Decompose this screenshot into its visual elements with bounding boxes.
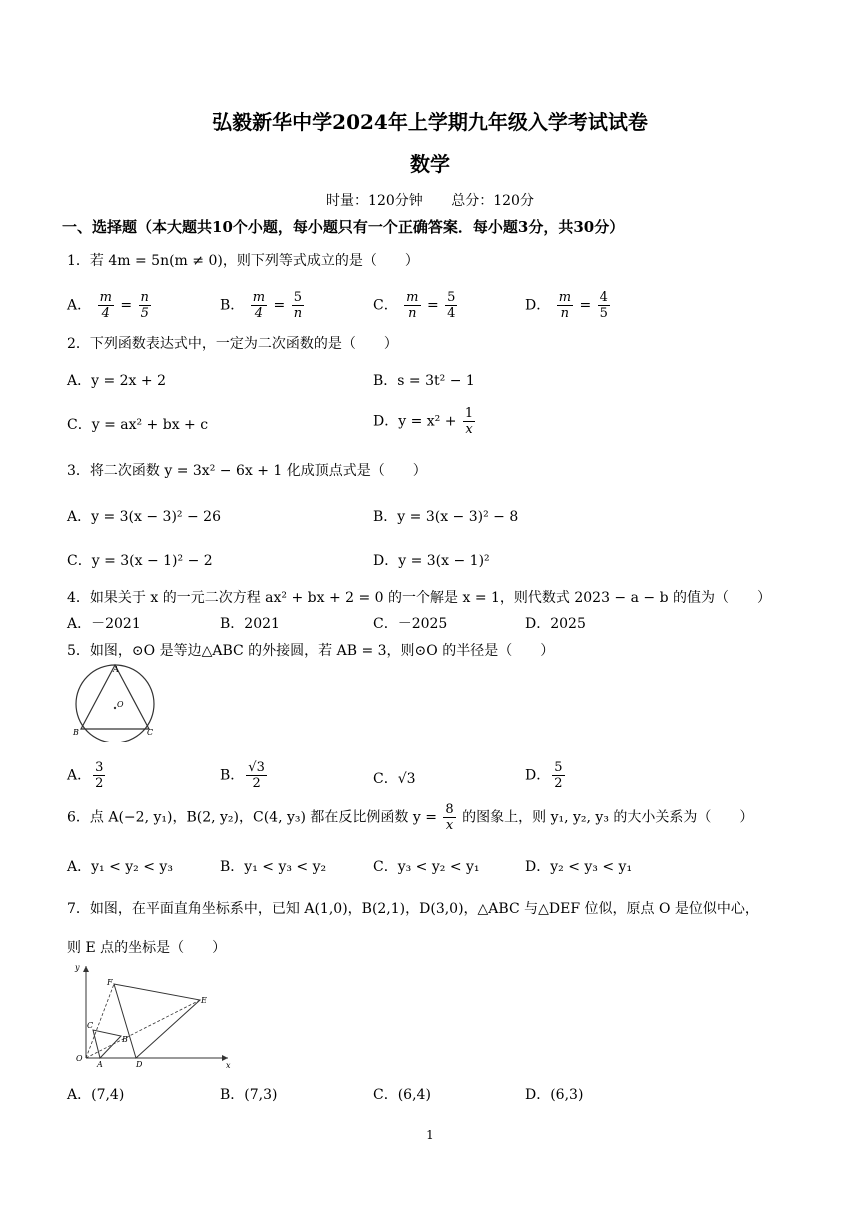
- question-1-option-d[interactable]: D． $\frac{m}{n}$ = $\frac{4}{5}$: [525, 290, 608, 321]
- axis-y-label: y: [75, 963, 80, 972]
- question-5-option-c[interactable]: C．√3: [373, 771, 416, 787]
- question-3-option-c[interactable]: C．y = 3(x − 1)² − 2: [67, 553, 213, 569]
- point-d-label: D: [136, 1060, 143, 1069]
- question-7-option-a[interactable]: A．(7,4): [67, 1087, 125, 1103]
- point-c-label: C: [87, 1021, 94, 1030]
- question-3-option-a[interactable]: A．y = 3(x − 3)² − 26: [67, 509, 221, 525]
- question-7-option-b[interactable]: B．(7,3): [220, 1087, 278, 1103]
- point-f-label: F: [107, 978, 113, 987]
- question-4-stem: 4．如果关于 x 的一元二次方程 ax² + bx + 2 = 0 的一个解是 x = 1，则代数式 2023 − a − b 的值为（ ）: [67, 590, 772, 606]
- section-heading: 一、选择题（本大题共10个小题，每小题只有一个正确答案．每小题3分，共30分）: [62, 218, 625, 236]
- question-2-option-a[interactable]: A．y = 2x + 2: [67, 373, 166, 389]
- question-2-option-b[interactable]: B．s = 3t² − 1: [373, 373, 475, 389]
- question-3-option-d[interactable]: D．y = 3(x − 1)²: [373, 553, 490, 569]
- point-a-label: A: [97, 1060, 103, 1069]
- question-7-stem: 7．如图，在平面直角坐标系中，已知 A(1,0)，B(2,1)，D(3,0)，△ABC 与△DEF 位似，原点 O 是位似中心，: [67, 901, 759, 917]
- label-c: C: [147, 728, 154, 737]
- question-2-stem: 2．下列函数表达式中，一定为二次函数的是（ ）: [67, 336, 398, 352]
- question-6-stem: 6．点 A(−2, y₁)，B(2, y₂)，C(4, y₃) 都在反比例函数 y = $\frac{8}{x}$ 的图象上，则 y₁, y₂, y₃ 的大小关系为（ ）: [67, 802, 754, 833]
- question-5-option-a[interactable]: A． $\frac{3}{2}$: [67, 760, 104, 791]
- question-1-option-b[interactable]: B． $\frac{m}{4}$ = $\frac{5}{n}$: [220, 290, 303, 321]
- question-1-stem: 1．若 4m = 5n(m ≠ 0)，则下列等式成立的是（ ）: [67, 253, 419, 269]
- label-o: O: [117, 700, 124, 709]
- question-7-option-d[interactable]: D．(6,3): [525, 1087, 584, 1103]
- question-1-option-c[interactable]: C． $\frac{m}{n}$ = $\frac{5}{4}$: [373, 290, 456, 321]
- exam-title: 弘毅新华中学2024年上学期九年级入学考试试卷: [212, 110, 648, 134]
- question-7-option-c[interactable]: C．(6,4): [373, 1087, 431, 1103]
- question-2-option-d[interactable]: D．y = x² + $\frac{1}{x}$: [373, 406, 474, 437]
- coordinate-figure: [68, 960, 238, 1070]
- point-b-label: B: [122, 1035, 128, 1044]
- time-limit: 时量：120分钟: [326, 193, 423, 209]
- question-2-option-c[interactable]: C．y = ax² + bx + c: [67, 417, 209, 433]
- point-e-label: E: [201, 996, 207, 1005]
- question-4-option-d[interactable]: D．2025: [525, 616, 586, 632]
- question-6-option-d[interactable]: D．y₂ < y₃ < y₁: [525, 859, 633, 875]
- origin-label: O: [76, 1054, 83, 1063]
- page-number: 1: [426, 1128, 434, 1142]
- question-5-stem: 5．如图，⊙O 是等边△ABC 的外接圆，若 AB = 3，则⊙O 的半径是（ ）: [67, 643, 555, 659]
- question-4-option-b[interactable]: B．2021: [220, 616, 280, 632]
- question-7-stem-line2: 则 E 点的坐标是（ ）: [67, 940, 227, 956]
- question-6-option-c[interactable]: C．y₃ < y₂ < y₁: [373, 859, 480, 875]
- total-score: 总分：120分: [451, 193, 534, 209]
- axis-x-label: x: [226, 1061, 231, 1070]
- question-6-option-a[interactable]: A．y₁ < y₂ < y₃: [67, 859, 173, 875]
- question-3-stem: 3．将二次函数 y = 3x² − 6x + 1 化成顶点式是（ ）: [67, 463, 427, 479]
- question-3-option-b[interactable]: B．y = 3(x − 3)² − 8: [373, 509, 519, 525]
- question-4-option-a[interactable]: A．－2021: [67, 616, 141, 632]
- question-1-option-a[interactable]: A． $\frac{m}{4}$ = $\frac{n}{5}$: [67, 290, 149, 321]
- question-4-option-c[interactable]: C．－2025: [373, 616, 448, 632]
- exam-meta: [0, 190, 860, 210]
- question-6-option-b[interactable]: B．y₁ < y₃ < y₂: [220, 859, 327, 875]
- question-5-option-d[interactable]: D． $\frac{5}{2}$: [525, 760, 563, 791]
- question-5-option-b[interactable]: B． $\frac{√3}{2}$: [220, 760, 265, 791]
- label-b: B: [73, 728, 79, 737]
- subject-title: 数学: [410, 152, 450, 176]
- label-a: A: [113, 665, 119, 674]
- circle-triangle-figure: [70, 662, 160, 742]
